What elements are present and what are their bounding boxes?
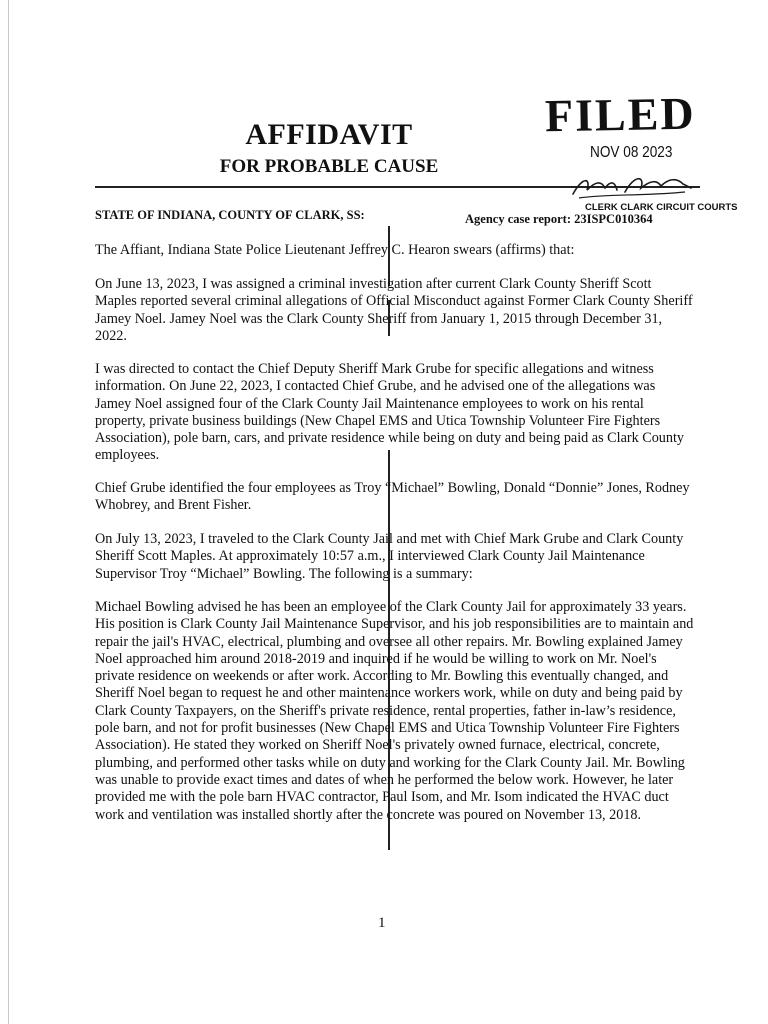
paragraph: Chief Grube identified the four employees as Troy “Michael” Bowling, Donald “Donnie” Jones, Rodney Whobrey, and Brent Fisher. bbox=[95, 480, 690, 514]
filed-stamp: FILED bbox=[544, 87, 697, 142]
filed-date: NOV 08 2023 bbox=[590, 144, 673, 161]
scan-left-edge bbox=[8, 0, 9, 1024]
clerk-signature bbox=[565, 168, 695, 204]
page-number: 1 bbox=[378, 915, 386, 931]
document-subtitle: FOR PROBABLE CAUSE bbox=[219, 156, 439, 177]
paragraph: On July 13, 2023, I traveled to the Clark County Jail and met with Chief Mark Grube and Clark County Sheriff Scott Maples. At approximately 10:57 a.m., I interviewed Clark County Jail Maintenance Supervisor Troy “Michael” Bowling. The following is a summary: bbox=[95, 531, 684, 582]
clerk-label: CLERK CLARK CIRCUIT COURTS bbox=[585, 202, 738, 213]
state-county-line: STATE OF INDIANA, COUNTY OF CLARK, SS: bbox=[95, 208, 365, 222]
document-title: AFFIDAVIT bbox=[245, 118, 413, 151]
agency-case-number: Agency case report: 23ISPC010364 bbox=[465, 212, 653, 226]
paragraph: I was directed to contact the Chief Deputy Sheriff Mark Grube for specific allegations and witness information. On June 22, 2023, I contacted Chief Grube, and he advised one of the allegations was Jamey Noel assigned four of the Clark County Jail Maintenance employees to work on his rental property, private business buildings (New Chapel EMS and Utica Township Volunteer Fire Fighters Association), pole barn, cars, and private residence while being on duty and being paid as Clark County employees. bbox=[95, 361, 685, 464]
paragraph: On June 13, 2023, I was assigned a criminal investigation after current Clark County Sheriff Scott Maples reported several criminal allegations of Official Misconduct against Former Clark County Sheriff Jamey Noel. Jamey Noel was the Clark County Sheriff from January 1, 2015 through December 31, 2022. bbox=[95, 276, 693, 344]
affiant-statement: The Affiant, Indiana State Police Lieutenant Jeffrey C. Hearon swears (affirms) that: bbox=[95, 242, 575, 258]
paragraph: Michael Bowling advised he has been an employee of the Clark County Jail for approximately 33 years. His position is Clark County Jail Maintenance Supervisor, and his job responsibilities are to maintain and repair the jail's HVAC, electrical, plumbing and oversee all other repairs. Mr. Bowling explained Jamey Noel approached him around 2018-2019 and inquired if he would be willing to work on Mr. Noel's private residence on weekends or after work. According to Mr. Bowling this eventually changed, and Sheriff Noel began to request he and other maintenance workers work, while on duty and being paid by Clark County Taxpayers, on the Sheriff's private residence, rental properties, father in-law’s residence, pole barn, and not for profit businesses (New Chapel EMS and Utica Township Volunteer Fire Fighters Association). He stated they worked on Sheriff Noel's privately owned furnace, electrical, concrete, plumbing, and performed other tasks while on duty and working for the Clark County Jail. Mr. Bowling was unable to provide exact times and dates of when he performed the below work. However, he later provided me with the pole barn HVAC contractor, Paul Isom, and Mr. Isom indicated the HVAC duct work and ventilation was installed shortly after the concrete was poured on November 13, 2018. bbox=[95, 599, 694, 823]
